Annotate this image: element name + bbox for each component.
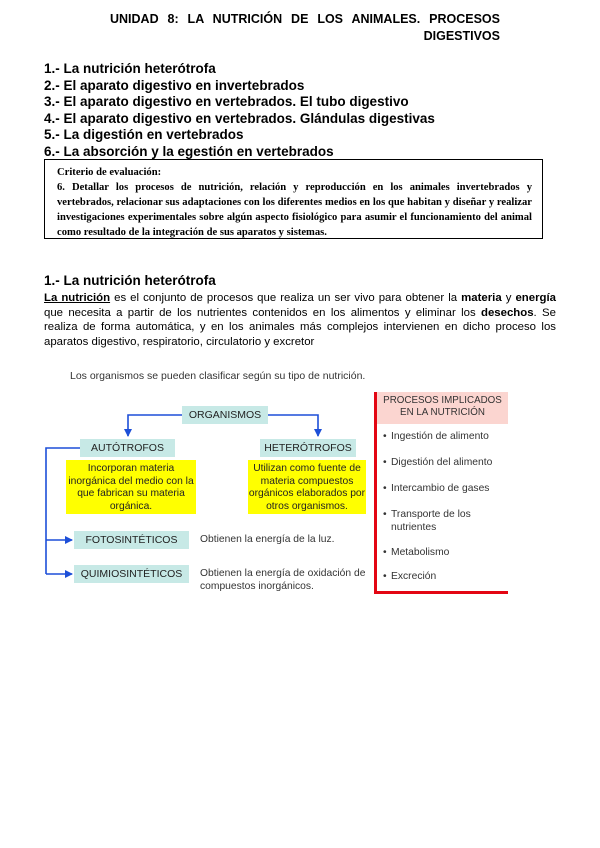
fotosinteticos-box: FOTOSINTÉTICOS	[74, 531, 189, 549]
arrow-to-autotrofos	[128, 415, 182, 436]
processes-title: PROCESOS IMPLICADOS EN LA NUTRICIÓN	[377, 392, 508, 424]
paragraph-text-1: es el conjunto de procesos que realiza un ser vivo para obtener la	[110, 292, 462, 304]
process-item: • Digestión del alimento	[383, 456, 509, 469]
table-of-contents	[44, 61, 435, 160]
process-item: • Intercambio de gases	[383, 482, 509, 495]
toc-item-6: 6.- La absorción y la egestión en vertebrados	[44, 143, 334, 159]
paragraph-text-2: y	[501, 292, 516, 304]
paragraph-text-3: que necesita a partir de los nutrientes contenidos en los alimentos y eliminar los	[44, 306, 481, 319]
section-paragraph	[44, 291, 556, 349]
fotosinteticos-description: Obtienen la energía de la luz.	[200, 534, 335, 545]
term-nutricion: La nutrición	[44, 292, 111, 304]
toc-item-1: 1.- La nutrición heterótrofa	[44, 61, 216, 76]
paragraph-text-4: . Se realiza de forma automática, y en los animales más complejos intervienen en dicho proceso los aparatos digestivo, respiratorio, circulatorio y excretor	[44, 306, 556, 348]
process-item: • Excreción	[383, 570, 509, 583]
quimiosinteticos-description: Obtienen la energía de oxidación de compuestos inorgánicos.	[200, 568, 366, 592]
section-heading: 1.- La nutrición heterótrofa	[44, 273, 216, 288]
toc-item-5: 5.- La digestión en vertebrados	[44, 127, 244, 142]
bold-energia: energía	[515, 292, 556, 304]
heterotrofos-description-box: Utilizan como fuente de materia compuestos orgánicos elaborados por otros organismos.	[248, 460, 366, 514]
nutrition-diagram	[40, 366, 560, 606]
process-item: • Transporte de los nutrientes	[383, 508, 509, 534]
quimiosinteticos-box: QUIMIOSINTÉTICOS	[74, 565, 189, 583]
autotrofos-box: AUTÓTROFOS	[80, 439, 175, 457]
process-item: • Metabolismo	[383, 546, 509, 559]
toc-item-4: 4.- El aparato digestivo en vertebrados. Glándulas digestivas	[44, 110, 435, 126]
process-item: • Ingestión de alimento	[383, 430, 509, 443]
criteria-body: 6. Detallar los procesos de nutrición, relación y reproducción en los animales invertebrados y vertebrados, relacionar sus adaptaciones con los diferentes medios en los que habitan y diseñar y realizar investigaciones experimentales sobre algún aspecto fisiológico para asumir el funcionamiento del animal como resultado de la integración de sus aparatos y sistemas.	[57, 182, 532, 238]
heterotrofos-box: HETERÓTROFOS	[260, 439, 356, 457]
organismos-box: ORGANISMOS	[182, 406, 268, 424]
arrow-to-heterotrofos	[268, 415, 318, 436]
autotrofos-description-box: Incorporan materia inorgánica del medio con la que fabrican su materia orgánica.	[66, 460, 196, 514]
toc-item-2: 2.- El aparato digestivo en invertebrados	[44, 77, 305, 93]
processes-panel	[374, 392, 508, 594]
diagram-caption: Los organismos se pueden clasificar según su tipo de nutrición.	[70, 370, 366, 382]
page-title: UNIDAD 8: LA NUTRICIÓN DE LOS ANIMALES. PROCESOS DIGESTIVOS	[110, 12, 500, 43]
toc-item-3: 3.- El aparato digestivo en vertebrados. El tubo digestivo	[44, 94, 409, 109]
bold-materia: materia	[461, 292, 502, 304]
bold-desechos: desechos	[480, 306, 534, 319]
evaluation-criteria-box	[44, 159, 543, 239]
criteria-heading: Criterio de evaluación:	[57, 167, 162, 178]
